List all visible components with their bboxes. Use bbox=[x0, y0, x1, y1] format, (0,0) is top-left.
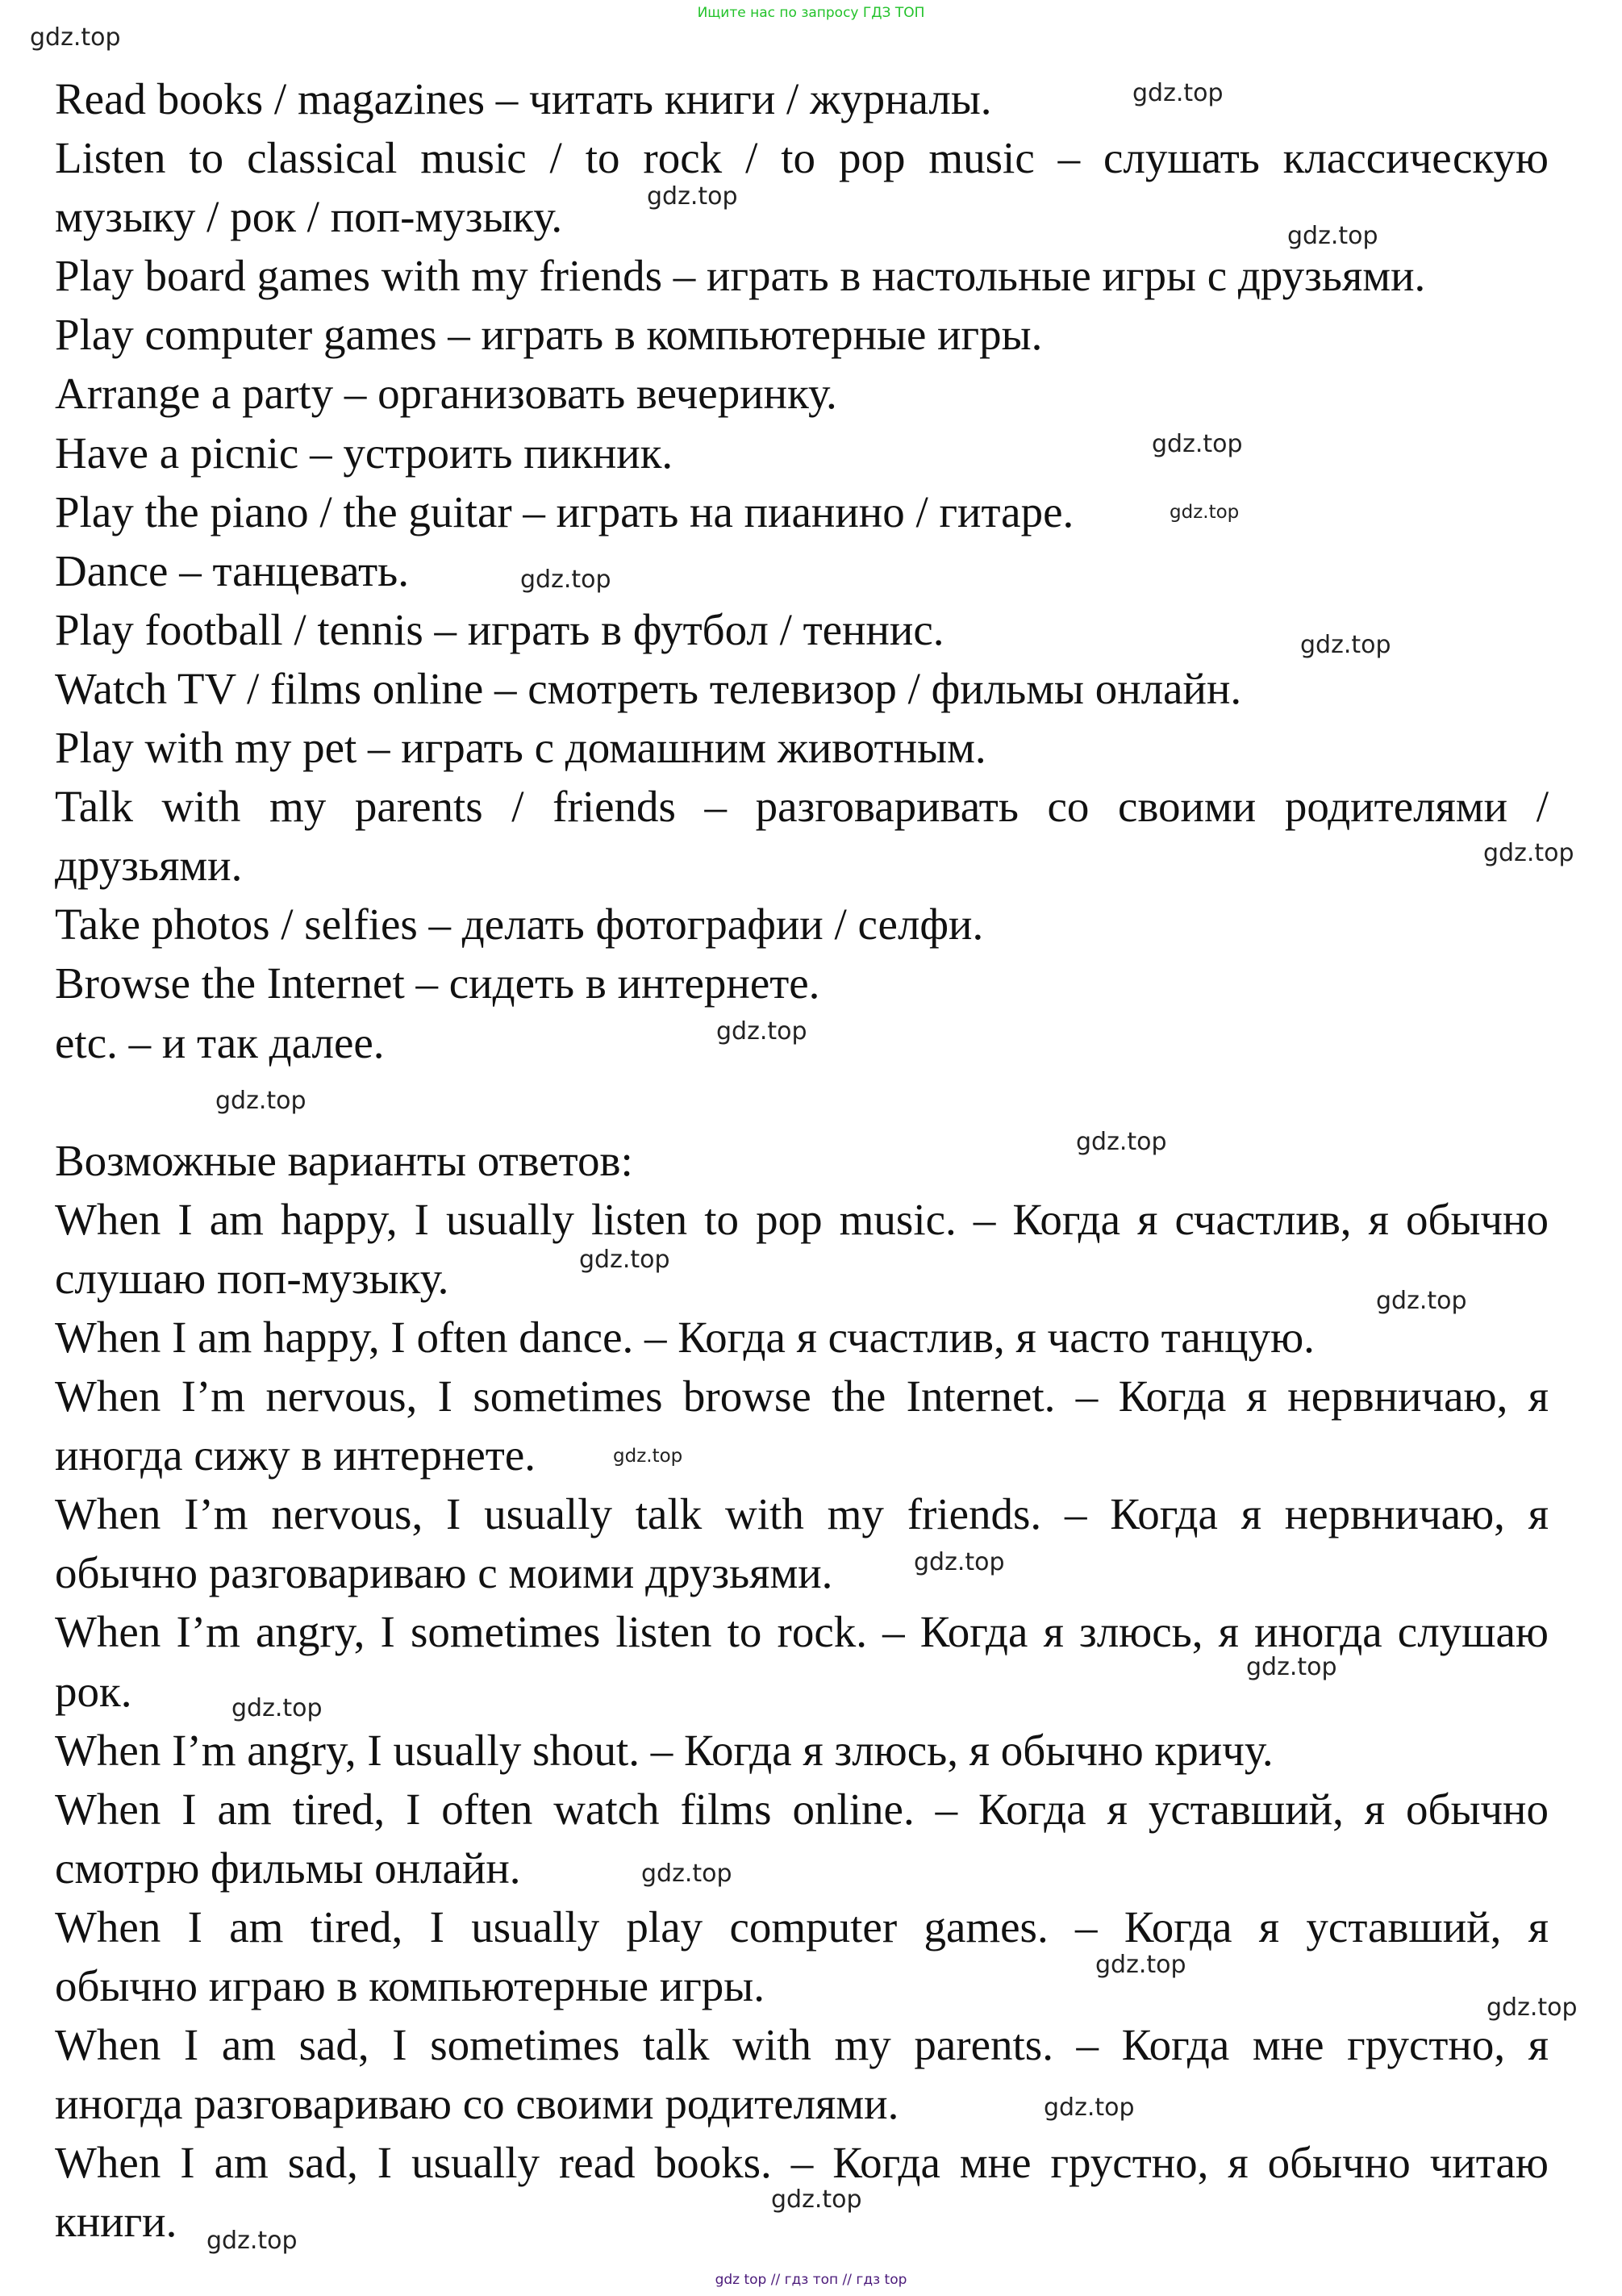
activity-line: музыку / рок / поп-музыку. bbox=[55, 192, 563, 242]
activity-line: Play with my pet – играть с домашним животным. bbox=[55, 723, 986, 773]
answer-line: рок. bbox=[55, 1666, 132, 1716]
answer-line: обычно разговариваю с моими друзьями. bbox=[55, 1548, 833, 1598]
answer-line: When I’m angry, I usually shout. – Когда я злюсь, я обычно кричу. bbox=[55, 1725, 1274, 1775]
watermark: gdz.top bbox=[1044, 2094, 1135, 2122]
watermark: gdz.top bbox=[215, 1087, 306, 1115]
watermark: gdz.top bbox=[1095, 1951, 1186, 1979]
watermark: gdz.top bbox=[613, 1446, 683, 1467]
watermark: gdz.top bbox=[1300, 631, 1391, 659]
activity-line: etc. – и так далее. bbox=[55, 1017, 385, 1067]
watermark: gdz.top bbox=[1076, 1128, 1167, 1156]
answer-line: When I am sad, I sometimes talk with my parents. – Когда мне грустно, я bbox=[55, 2020, 1549, 2070]
watermark: gdz.top bbox=[206, 2227, 298, 2255]
search-banner: Ищите нас по запросу ГДЗ ТОП bbox=[697, 5, 925, 21]
watermark: gdz.top bbox=[914, 1548, 1005, 1576]
activity-line: Play board games with my friends – играть в настольные игры с друзьями. bbox=[55, 251, 1426, 301]
watermark: gdz.top bbox=[647, 182, 738, 211]
activity-line: Talk with my parents / friends – разговаривать со своими родителями / bbox=[55, 782, 1549, 832]
answer-line: When I am tired, I usually play computer games. – Когда я уставший, я bbox=[55, 1902, 1549, 1952]
answer-line: When I am sad, I usually read books. – Когда мне грустно, я обычно читаю bbox=[55, 2138, 1549, 2188]
activity-line: Watch TV / films online – смотреть телевизор / фильмы онлайн. bbox=[55, 663, 1242, 713]
watermark: gdz.top bbox=[1287, 222, 1378, 250]
activity-line: Browse the Internet – сидеть в интернете. bbox=[55, 958, 820, 1008]
activity-line: Have a picnic – устроить пикник. bbox=[55, 428, 673, 478]
answer-line: When I am tired, I often watch films online. – Когда я уставший, я обычно bbox=[55, 1784, 1549, 1834]
answer-line: When I am happy, I usually listen to pop music. – Когда я счастлив, я обычно bbox=[55, 1194, 1549, 1244]
answer-line: обычно играю в компьютерные игры. bbox=[55, 1961, 765, 2010]
answer-line: When I’m angry, I sometimes listen to rock. – Когда я злюсь, я иногда слушаю bbox=[55, 1607, 1549, 1657]
watermark: gdz.top bbox=[579, 1246, 670, 1274]
watermark: gdz.top bbox=[1376, 1287, 1467, 1315]
watermark: gdz.top bbox=[1152, 430, 1243, 458]
watermark: gdz.top bbox=[771, 2185, 862, 2214]
watermark: gdz.top bbox=[1246, 1653, 1337, 1681]
watermark: gdz.top bbox=[1486, 1993, 1578, 2022]
answer-line: When I’m nervous, I sometimes browse the Internet. – Когда я нервничаю, я bbox=[55, 1371, 1549, 1421]
watermark: gdz.top bbox=[231, 1694, 323, 1722]
watermark: gdz.top bbox=[716, 1017, 807, 1046]
activity-line: Play football / tennis – играть в футбол / теннис. bbox=[55, 604, 944, 654]
answer-line: иногда разговариваю со своими родителями. bbox=[55, 2079, 899, 2129]
answer-line: иногда сижу в интернете. bbox=[55, 1430, 536, 1480]
activity-line: Play the piano / the guitar – играть на пианино / гитаре. bbox=[55, 486, 1074, 536]
activity-line: Dance – танцевать. bbox=[55, 545, 409, 595]
activity-line: Arrange a party – организовать вечеринку. bbox=[55, 369, 837, 419]
footer-watermark: gdz top // гдз топ // гдз top bbox=[715, 2272, 907, 2288]
watermark: gdz.top bbox=[1170, 502, 1240, 523]
activity-line: Read books / magazines – читать книги / журналы. bbox=[55, 74, 992, 123]
answer-line: When I’m nervous, I usually talk with my friends. – Когда я нервничаю, я bbox=[55, 1489, 1549, 1539]
activity-line: Play computer games – играть в компьютерные игры. bbox=[55, 310, 1043, 360]
answers-heading: Возможные варианты ответов: bbox=[55, 1135, 633, 1185]
activity-line: друзьями. bbox=[55, 841, 243, 891]
watermark: gdz.top bbox=[1132, 79, 1224, 107]
answer-line: When I am happy, I often dance. – Когда я счастлив, я часто танцую. bbox=[55, 1312, 1315, 1362]
document-body bbox=[55, 69, 1549, 2251]
activity-line: Take photos / selfies – делать фотографии / селфи. bbox=[55, 900, 984, 950]
answer-line: слушаю поп-музыку. bbox=[55, 1253, 449, 1303]
watermark: gdz.top bbox=[520, 566, 611, 594]
watermark: gdz.top bbox=[1483, 839, 1574, 867]
answer-line: книги. bbox=[55, 2197, 177, 2247]
watermark: gdz.top bbox=[30, 23, 121, 52]
activity-line: Listen to classical music / to rock / to pop music – слушать классическую bbox=[55, 133, 1549, 183]
answer-line: смотрю фильмы онлайн. bbox=[55, 1843, 521, 1893]
watermark: gdz.top bbox=[641, 1860, 732, 1888]
